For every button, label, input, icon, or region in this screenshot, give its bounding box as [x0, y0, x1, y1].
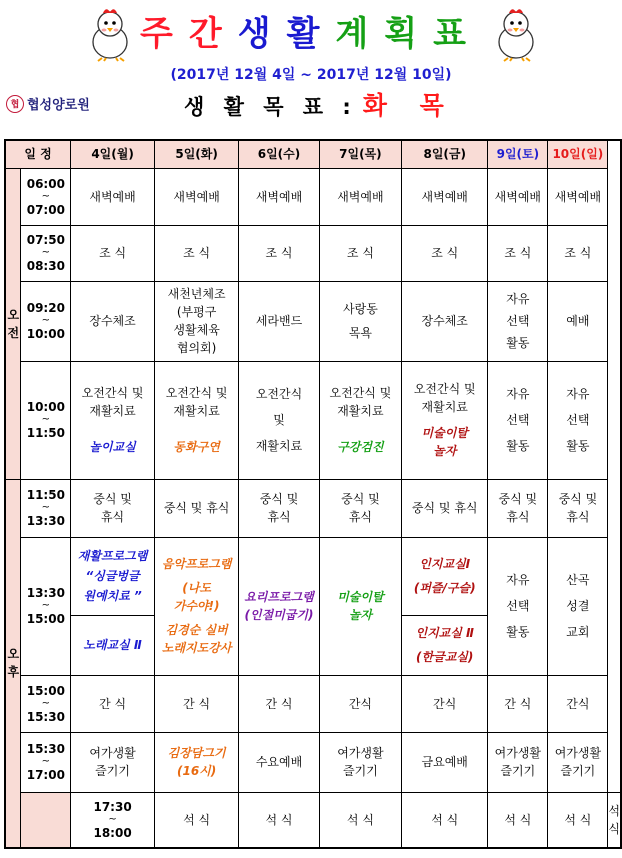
cell-line: 교회: [566, 625, 590, 639]
schedule-cell: 조 식: [71, 225, 155, 281]
schedule-cell: 간식: [402, 675, 488, 732]
cell-line: 자유: [506, 292, 530, 306]
title-char: 표: [433, 14, 482, 54]
schedule-cell: [402, 361, 488, 479]
goal-value: 화 목: [362, 91, 456, 120]
cell-line: 여가생활: [337, 746, 384, 760]
schedule-cell: 새벽예배: [71, 168, 155, 225]
cell-line: 휴식: [566, 510, 590, 524]
program-name: 미술이탈: [421, 426, 468, 440]
schedule-cell: [319, 479, 401, 537]
day-header: 10일(일): [548, 140, 608, 168]
schedule-cell: [71, 732, 155, 792]
table-row: [5, 281, 621, 361]
time-start: 11:50: [26, 488, 65, 502]
cell-line: 협의회): [176, 341, 217, 355]
schedule-cell: [488, 537, 548, 675]
cell-line: 활동: [506, 336, 530, 350]
cell-line: 재활치료: [255, 439, 303, 453]
time-end: 08:30: [26, 259, 65, 273]
title-char: 생: [237, 14, 287, 54]
schedule-cell: 조 식: [319, 225, 401, 281]
program-name: 놀자: [433, 444, 457, 458]
program-name: 가수야!): [173, 599, 220, 613]
day-header: 5일(화): [154, 140, 238, 168]
time-start: 15:00: [26, 683, 65, 698]
schedule-cell: 석 식: [154, 792, 238, 848]
program-name: 인지교실Ⅰ: [419, 557, 471, 571]
program-name: 인지교실 Ⅱ: [415, 626, 474, 640]
schedule-cell: 수요예배: [239, 732, 319, 792]
cell-line: 휴식: [506, 510, 530, 524]
table-row: [5, 361, 621, 479]
period-label: 오후: [7, 647, 20, 680]
table-row: [5, 675, 621, 732]
schedule-cell: 장수체조: [71, 281, 155, 361]
cell-line: 중식 및: [259, 492, 299, 506]
time-start: 06:00: [26, 176, 65, 191]
schedule-cell: 조 식: [402, 225, 488, 281]
time-cell: [21, 479, 71, 537]
time-end: 07:00: [26, 202, 65, 217]
time-cell: [21, 732, 71, 792]
time-start: 07:50: [26, 233, 65, 247]
time-end: 10:00: [26, 327, 65, 341]
schedule-cell: 석 식: [239, 792, 319, 848]
time-sep: ~: [41, 315, 51, 326]
program-name: (퍼즐/구슬): [413, 581, 476, 595]
schedule-cell: 장수체조: [402, 281, 488, 361]
period-pm: [5, 479, 21, 848]
schedule-cell: 조 식: [154, 225, 238, 281]
schedule-cell: [154, 732, 238, 792]
schedule-cell: [548, 537, 608, 675]
cell-line: 선택: [506, 413, 530, 427]
cell-line: 새천년체조: [167, 287, 226, 301]
schedule-cell: 석 식: [548, 792, 608, 848]
time-sep: ~: [41, 600, 51, 611]
schedule-cell: [548, 732, 608, 792]
program-name: (나도: [182, 581, 211, 595]
schedule-cell: 예배: [548, 281, 608, 361]
schedule-cell: 간 식: [71, 675, 155, 732]
schedule-cell: [319, 537, 401, 675]
schedule-cell: 간식: [319, 675, 401, 732]
schedule-cell: 석 식: [488, 792, 548, 848]
schedule-cell: [71, 537, 155, 615]
schedule-cell: [154, 281, 238, 361]
cell-line: 휴식: [348, 510, 372, 524]
cell-line: 선택: [506, 599, 530, 613]
table-row: [5, 479, 621, 537]
table-row: [5, 168, 621, 225]
schedule-cell: 조 식: [548, 225, 608, 281]
time-end: 17:00: [26, 768, 65, 782]
date-range: (2017년 12월 4일 ~ 2017년 12월 10일): [170, 67, 452, 83]
program-name: 원예치료 ”: [83, 589, 142, 603]
time-start: 10:00: [26, 400, 65, 414]
cell-line: 재활치료: [421, 400, 468, 414]
program-name: 구강검진: [337, 440, 384, 454]
cell-line: (부평구: [176, 305, 217, 319]
time-end: 15:00: [26, 612, 65, 626]
title-char: 활: [286, 14, 336, 54]
cell-line: 중식 및: [341, 492, 380, 506]
time-start: 13:30: [26, 586, 65, 600]
schedule-cell: 새벽예배: [548, 168, 608, 225]
schedule-cell: [488, 479, 548, 537]
table-header-row: [5, 140, 621, 168]
time-start: 17:30: [93, 799, 132, 814]
period-blank: [21, 792, 71, 848]
cell-line: 오전간식 및: [413, 382, 476, 396]
schedule-cell: [319, 361, 401, 479]
cell-line: 성결: [566, 599, 590, 613]
program-name: 김장담그기: [167, 746, 226, 760]
schedule-cell: 간 식: [239, 675, 319, 732]
schedule-cell: 석 식: [402, 792, 488, 848]
cell-line: 중식 및: [93, 492, 132, 506]
cell-line: 활동: [566, 439, 590, 453]
day-header: 6일(수): [239, 140, 319, 168]
time-sep: ~: [41, 502, 51, 513]
schedule-cell: 금요예배: [402, 732, 488, 792]
program-name: 미술이탈: [337, 590, 384, 604]
cell-line: 오전간식 및: [329, 386, 392, 400]
schedule-cell: [71, 615, 155, 675]
cell-line: 목욕: [348, 326, 372, 340]
cell-line: 중식 및: [498, 492, 538, 506]
cell-line: 즐기기: [343, 764, 378, 778]
schedule-cell: [319, 732, 401, 792]
table-row: [5, 537, 621, 615]
time-cell: [21, 537, 71, 675]
cell-line: 사랑동: [343, 302, 378, 316]
time-sep: ~: [108, 813, 117, 825]
header-corner: 일 정: [5, 140, 71, 168]
title-char: 획: [384, 14, 434, 54]
chick-icon: [492, 6, 540, 62]
weekly-schedule-table: [4, 139, 622, 849]
cell-line: 오전간식 및: [81, 386, 144, 400]
time-sep: ~: [41, 247, 51, 258]
time-cell: [71, 792, 155, 848]
program-name: 놀자: [348, 608, 372, 622]
schedule-cell: 새벽예배: [239, 168, 319, 225]
cell-line: 즐기기: [95, 764, 130, 778]
cell-line: 휴식: [100, 510, 125, 524]
day-header: 7일(목): [319, 140, 401, 168]
schedule-cell: [548, 479, 608, 537]
organization: [6, 94, 90, 113]
time-cell: [21, 225, 71, 281]
program-name: 요리프로그램: [244, 590, 314, 604]
time-cell: [21, 168, 71, 225]
cell-line: 즐기기: [560, 764, 596, 778]
schedule-cell: [154, 361, 238, 479]
schedule-cell: 석 식: [319, 792, 401, 848]
program-name: 노래지도강사: [161, 641, 232, 655]
time-cell: [21, 361, 71, 479]
org-logo-icon: 협: [6, 95, 24, 113]
cell-line: 활동: [506, 439, 530, 453]
schedule-cell: [402, 537, 488, 615]
cell-line: 자유: [566, 387, 590, 401]
schedule-cell: 조 식: [239, 225, 319, 281]
schedule-cell: 새벽예배: [319, 168, 401, 225]
life-goal: [184, 86, 456, 122]
cell-line: 생활체육: [173, 323, 220, 337]
cell-line: 재활치료: [89, 404, 136, 418]
day-header: 9일(토): [488, 140, 548, 168]
table-row: [5, 732, 621, 792]
program-name: 노래교실 Ⅱ: [83, 638, 142, 652]
time-cell: [21, 675, 71, 732]
title-char: 주: [139, 14, 189, 54]
cell-line: 휴식: [267, 510, 291, 524]
cell-line: 중식 및: [558, 492, 598, 506]
day-header: 4일(월): [71, 140, 155, 168]
program-name: “싱글벙글: [85, 569, 140, 583]
cell-line: 오전간식: [255, 387, 303, 401]
schedule-cell: 중식 및 휴식: [154, 479, 238, 537]
schedule-cell: [71, 361, 155, 479]
program-name: (한글교실): [416, 650, 474, 664]
schedule-cell: 간식: [548, 675, 608, 732]
schedule-cell: 석 식: [608, 792, 621, 848]
schedule-cell: [319, 281, 401, 361]
schedule-cell: 조 식: [488, 225, 548, 281]
cell-line: 산곡: [566, 573, 590, 587]
time-start: 09:20: [26, 301, 65, 315]
schedule-cell: 새벽예배: [402, 168, 488, 225]
time-end: 18:00: [93, 825, 132, 840]
schedule-cell: [239, 361, 319, 479]
program-name: 놀이교실: [89, 440, 136, 454]
org-name: 협성양로원: [27, 98, 90, 113]
day-header: 8일(금): [402, 140, 488, 168]
cell-line: 및: [273, 413, 285, 427]
cell-line: 자유: [506, 387, 530, 401]
schedule-cell: 간 식: [154, 675, 238, 732]
program-name: 김경순 실버: [165, 623, 228, 637]
time-sep: ~: [41, 190, 51, 202]
schedule-cell: 중식 및 휴식: [402, 479, 488, 537]
cell-line: 즐기기: [500, 764, 536, 778]
cell-line: 재활치료: [173, 404, 220, 418]
period-label: 오전: [7, 307, 20, 340]
goal-label: 생 활 목 표 :: [184, 95, 357, 119]
schedule-cell: [488, 361, 548, 479]
title-char: 계: [335, 14, 385, 54]
time-cell: [21, 281, 71, 361]
program-name: 동화구연: [173, 440, 220, 454]
time-sep: ~: [41, 756, 51, 767]
schedule-cell: [488, 281, 548, 361]
time-sep: ~: [41, 414, 51, 425]
schedule-cell: 새벽예배: [154, 168, 238, 225]
cell-line: 선택: [506, 314, 530, 328]
cell-line: 재활치료: [337, 404, 384, 418]
time-end: 13:30: [26, 514, 65, 528]
table-row: [5, 792, 621, 848]
time-end: 11:50: [26, 426, 65, 440]
schedule-cell: 간 식: [488, 675, 548, 732]
schedule-cell: [402, 615, 488, 675]
schedule-cell: [488, 732, 548, 792]
table-row: [5, 225, 621, 281]
cell-line: 여가생활: [89, 746, 136, 760]
cell-line: 선택: [566, 413, 590, 427]
schedule-cell: [154, 537, 238, 675]
cell-line: 오전간식 및: [165, 386, 228, 400]
time-end: 15:30: [26, 709, 65, 724]
period-am: [5, 168, 21, 479]
cell-line: 여가생활: [554, 746, 602, 760]
schedule-cell: 새벽예배: [488, 168, 548, 225]
schedule-cell: 세라밴드: [239, 281, 319, 361]
program-name: (인절미굽기): [244, 608, 314, 622]
title-char: 간: [188, 14, 238, 54]
cell-line: 활동: [506, 625, 530, 639]
program-name: 음악프로그램: [161, 557, 232, 571]
schedule-cell: [548, 361, 608, 479]
schedule-cell: [71, 479, 155, 537]
cell-line: 자유: [506, 573, 530, 587]
schedule-cell: [239, 479, 319, 537]
time-sep: ~: [41, 697, 51, 709]
program-name: (16시): [176, 764, 217, 778]
schedule-cell: [239, 537, 319, 675]
program-name: 재활프로그램: [77, 549, 148, 563]
time-start: 15:30: [26, 742, 65, 756]
cell-line: 여가생활: [494, 746, 542, 760]
